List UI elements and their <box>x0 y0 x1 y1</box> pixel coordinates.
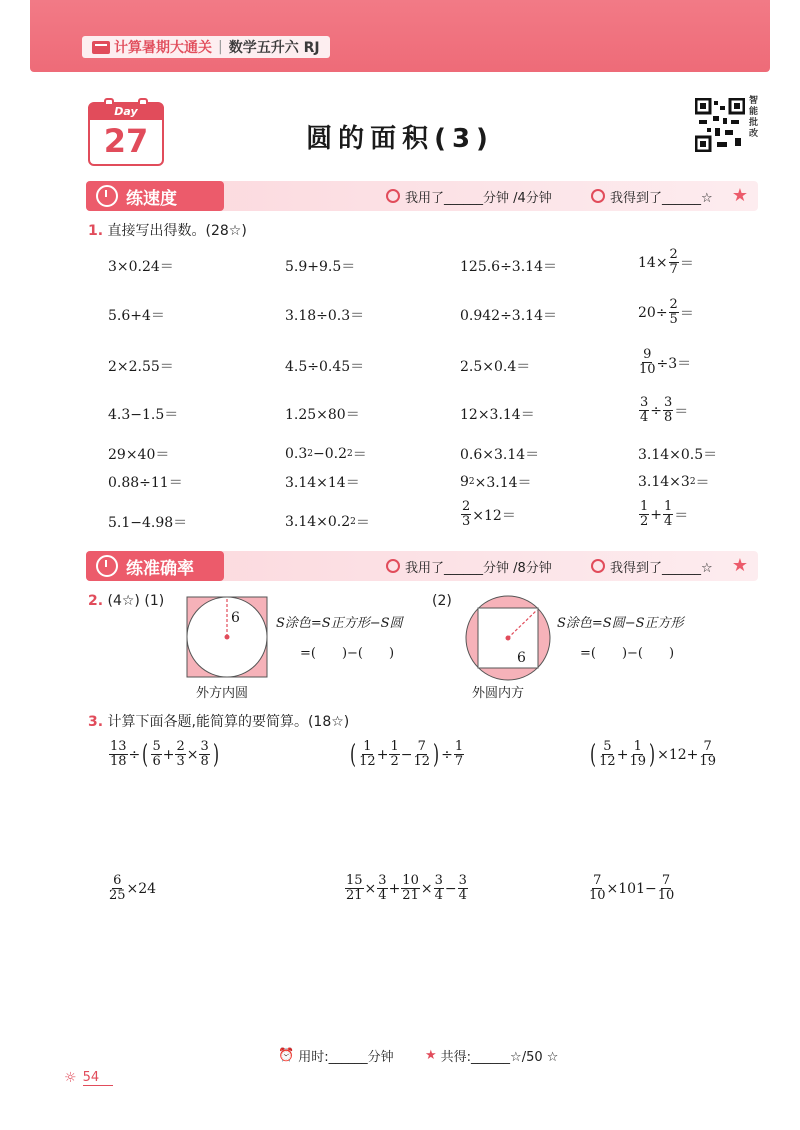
question-1: 1. 直接写出得数。(28☆) <box>88 223 247 239</box>
book-icon <box>92 41 110 54</box>
fraction: $\frac{3}{8}$ <box>664 395 673 425</box>
calc-item: 3.14×14＝ <box>285 475 360 491</box>
expression-6: $\frac{7}{10}$ ×101− $\frac{7}{10}$ <box>589 873 675 903</box>
calc-item: 1.25×80＝ <box>285 407 360 423</box>
calc-item: 4.3−1.5＝ <box>108 407 179 423</box>
target-icon <box>96 555 118 577</box>
calc-item: 3.18÷0.3＝ <box>285 308 365 324</box>
section-speed-title: 练速度 <box>86 181 224 211</box>
separator: | <box>218 39 223 55</box>
stars-earned: 我得到了______☆ <box>591 181 713 211</box>
question-3: 3. 计算下面各题,能简算的要简算。(18☆) <box>88 714 350 730</box>
equation-2: =( )−( ) <box>580 646 675 661</box>
section-accuracy-bar <box>86 551 758 581</box>
clock-icon <box>386 559 400 573</box>
fraction: $\frac{2}{3}$ <box>462 499 471 529</box>
footer-score: ★ 共得:______☆/50 ☆ <box>425 1048 559 1065</box>
footer-time: ⏰ 用时:______分钟 <box>278 1048 394 1065</box>
stopwatch-icon <box>96 185 118 207</box>
fraction: $\frac{2}{7}$ <box>669 247 678 277</box>
calc-item: 20÷ $\frac{2}{5}$ ＝ <box>638 297 694 327</box>
calc-item: 5.9+9.5＝ <box>285 259 356 275</box>
fraction: $\frac{1}{2}$ <box>640 499 649 529</box>
page-number: 54 <box>83 1070 114 1086</box>
day-label: Day <box>90 104 162 120</box>
calc-item: 0.88÷11＝ <box>108 475 183 491</box>
calc-item: 2×2.55＝ <box>108 359 174 375</box>
calc-item: 125.6÷3.14＝ <box>460 259 557 275</box>
calc-item: 3.14×3 2 ＝ <box>638 474 710 491</box>
formula-2: S涂色=S圆−S正方形 <box>557 616 684 631</box>
stars-earned: 我得到了______☆ <box>591 551 713 581</box>
alarm-clock-icon: ⏰ <box>278 1048 295 1063</box>
star-icon: ★ <box>731 185 748 206</box>
calc-item: 3×0.24＝ <box>108 259 174 275</box>
check-icon <box>591 189 605 203</box>
star-icon: ★ <box>425 1048 437 1063</box>
fraction: $\frac{2}{5}$ <box>669 297 678 327</box>
expression-3: ( $\frac{5}{12}$ + $\frac{1}{19}$ ) ×12+ $\frac{7}{19}$ <box>590 739 716 770</box>
calc-item: 0.942÷3.14＝ <box>460 308 557 324</box>
qr-caption: 智能批改 <box>749 96 759 139</box>
expression-5: $\frac{15}{21}$ × $\frac{3}{4}$ + $\frac{10}{21}$ × $\frac{3}{4}$ − $\frac{3}{4}$ <box>346 873 467 903</box>
calc-item: 9 2 ×3.14＝ <box>460 474 532 491</box>
question-2: 2. (4☆) (1) <box>88 593 165 609</box>
star-icon: ★ <box>731 555 748 576</box>
figure-2-caption: 外圆内方 <box>472 686 525 701</box>
check-icon <box>591 559 605 573</box>
series-subject: 数学五升六 RJ <box>228 40 320 56</box>
calc-item: 3.14×0.2 2 ＝ <box>285 514 370 531</box>
expression-2: ( $\frac{1}{12}$ + $\frac{1}{2}$ − $\frac{7}{12}$ ) ÷ $\frac{1}{7}$ <box>350 739 464 770</box>
calc-item: 0.6×3.14＝ <box>460 447 540 463</box>
calc-item: 3.14×0.5＝ <box>638 447 718 463</box>
figure-circle-outer-square-inner <box>464 594 552 682</box>
page-title: 圆的面积(3) <box>306 124 494 154</box>
calc-item: 4.5÷0.45＝ <box>285 359 365 375</box>
calc-item: 14× $\frac{2}{7}$ ＝ <box>638 247 694 277</box>
calc-item: 12×3.14＝ <box>460 407 535 423</box>
question-2-part-2: (2) <box>432 593 452 609</box>
calc-item: 5.6+4＝ <box>108 308 165 324</box>
fraction: $\frac{9}{10}$ <box>639 347 656 377</box>
figure-square-outer-circle-inner <box>186 596 268 678</box>
calc-item: $\frac{1}{2}$ + $\frac{1}{4}$ ＝ <box>640 499 689 529</box>
radius-label: 6 <box>517 650 526 666</box>
radius-label: 6 <box>231 610 240 626</box>
calc-item: $\frac{9}{10}$ ÷3＝ <box>639 347 692 377</box>
formula-1: S涂色=S正方形−S圆 <box>276 616 403 631</box>
time-used: 我用了______分钟 /8分钟 <box>386 551 552 581</box>
page-number-area <box>64 1070 113 1086</box>
section-speed-bar <box>86 181 758 211</box>
qr-code-icon[interactable] <box>695 98 745 152</box>
section-accuracy-title: 练准确率 <box>86 551 224 581</box>
fraction: $\frac{1}{4}$ <box>664 499 673 529</box>
series-tab <box>82 36 330 58</box>
expression-4: $\frac{6}{25}$ ×24 <box>109 873 157 903</box>
calc-item: 5.1−4.98＝ <box>108 515 188 531</box>
fraction: $\frac{3}{4}$ <box>640 395 649 425</box>
clock-icon <box>386 189 400 203</box>
series-brand: 计算暑期大通关 <box>114 40 212 56</box>
sun-icon: ☼ <box>64 1070 77 1086</box>
expression-1: $\frac{13}{18}$ ÷ ( $\frac{5}{6}$ + $\frac{2}{3}$ × $\frac{3}{8}$ ) <box>110 739 219 770</box>
day-number: 27 <box>103 122 149 160</box>
calc-item: $\frac{3}{4}$ ÷ $\frac{3}{8}$ ＝ <box>640 395 689 425</box>
calc-item: 29×40＝ <box>108 447 170 463</box>
calc-item: $\frac{2}{3}$ ×12＝ <box>462 499 516 529</box>
equation-1: =( )−( ) <box>300 646 395 661</box>
figure-1-caption: 外方内圆 <box>196 686 249 701</box>
calc-item: 0.3 2 −0.2 2 ＝ <box>285 446 367 463</box>
time-used: 我用了______分钟 /4分钟 <box>386 181 552 211</box>
calc-item: 2.5×0.4＝ <box>460 359 531 375</box>
